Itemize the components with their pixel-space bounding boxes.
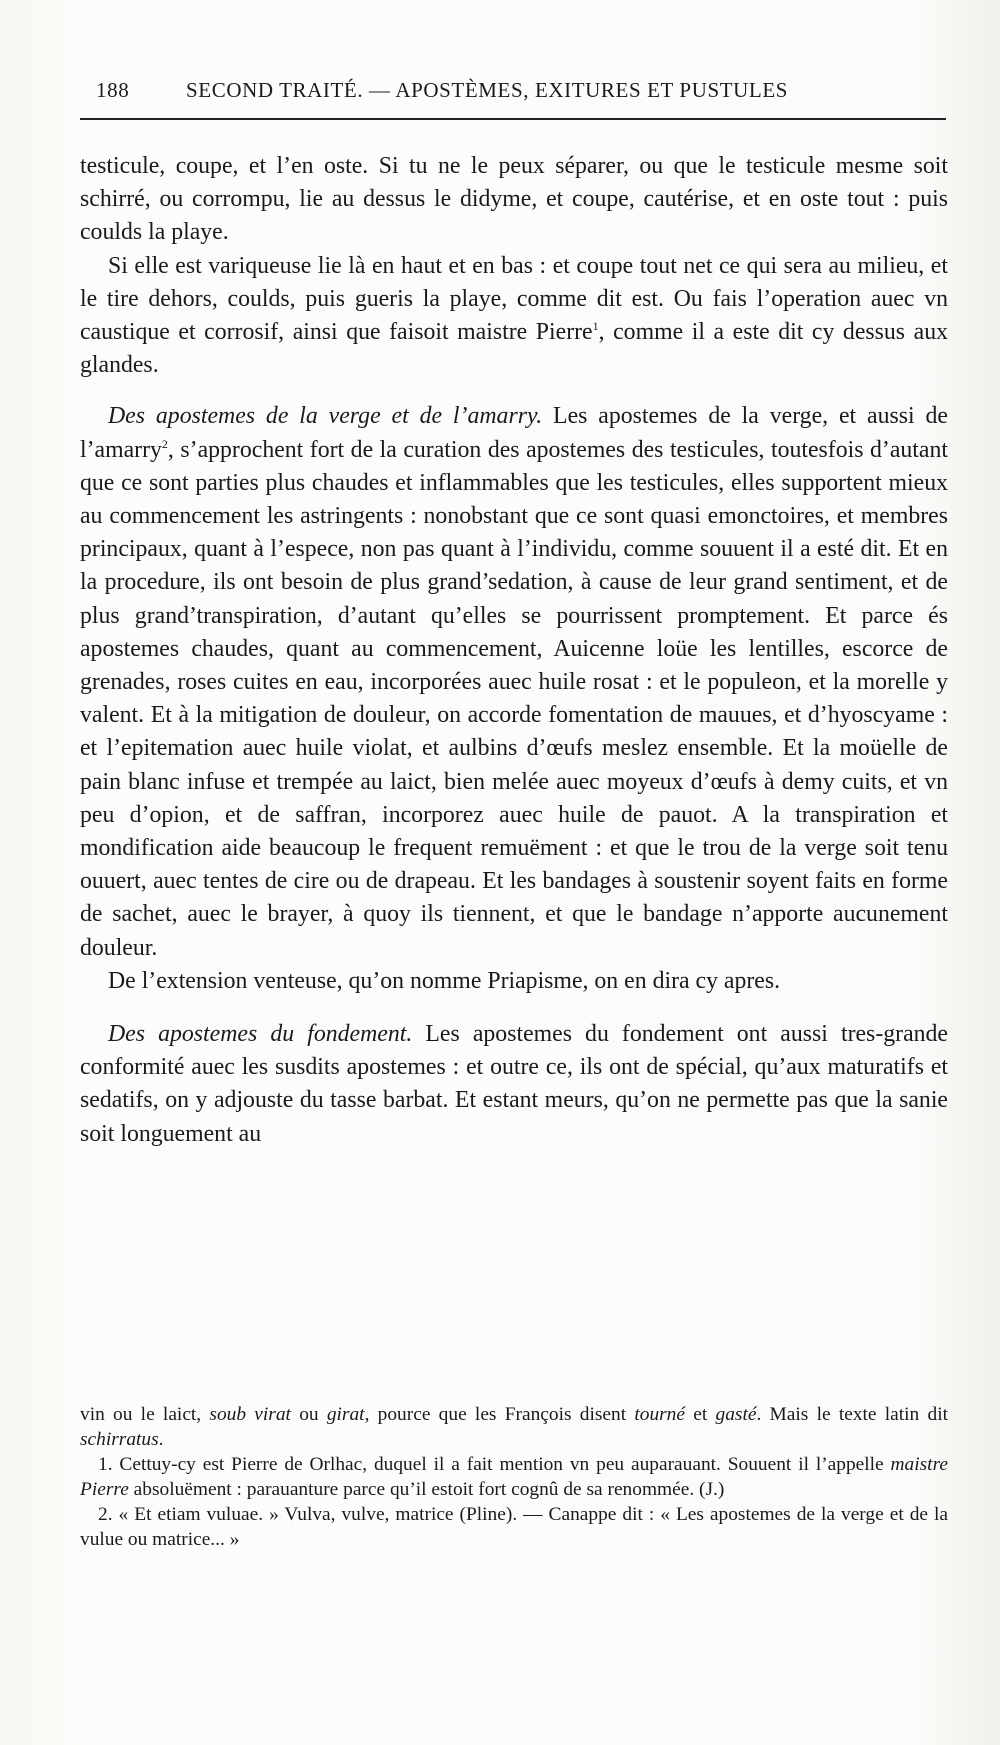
paragraph-2 bbox=[80, 250, 948, 383]
footnote-text: 1. Cettuy-cy est Pierre de Orlhac, duquel il a fait mention vn peu auparauant. Souuent il l’appelle bbox=[98, 1454, 891, 1475]
running-title: SECOND TRAITÉ. — APOSTÈMES, EXITURES ET PUSTULES bbox=[186, 78, 789, 102]
footnote-italic: maistre Pierre bbox=[80, 1454, 948, 1500]
footnote-italic: gasté bbox=[715, 1404, 757, 1425]
footnote-ref-1: 1 bbox=[592, 319, 599, 334]
paragraph-2-text-a: Si elle est variqueuse lie là en haut et en bas : et coupe tout net ce qui sera au milieu, et le tire dehors, coulds, puis gueris la playe, comme dit est. Ou fais l’operation auec vn caustique et corrosif, ainsi que faisoit maistre Pierre bbox=[80, 252, 948, 346]
footnote-1 bbox=[80, 1452, 948, 1502]
section-fondement bbox=[80, 1018, 948, 1151]
footnote-text: . Mais le texte latin dit bbox=[756, 1404, 948, 1425]
footnote-text: , pource que les François disent bbox=[364, 1404, 635, 1425]
section-heading-fondement: Des apostemes du fondement. bbox=[108, 1021, 413, 1048]
footnotes bbox=[80, 1402, 948, 1552]
footnote-text: absoluëment : parauanture parce qu’il estoit fort cognû de sa renommée. (J.) bbox=[128, 1479, 725, 1500]
section-heading-verge: Des apostemes de la verge et de l’amarry. bbox=[108, 403, 543, 430]
footnote-text: ou bbox=[290, 1404, 327, 1425]
footnote-italic: schirratus bbox=[80, 1429, 159, 1450]
header-rule bbox=[80, 118, 946, 120]
section-verge-text-b: , s’approchent fort de la curation des apostemes des testicules, toutesfois d’autant que ce sont parties plus chaudes et inflammables que les testicules, elles supportent mieux au commencement les astringents : nonobstant que ce sont quasi emonctoires, et membres principaux, quant à l’espece, non pas quant à l’individu, comme souuent il a esté dit. Et en la procedure, ils ont besoin de plus grand’sedation, à cause de leur grand sentiment, et de plus grand’transpiration, d’autant qu’elles se pourrissent promptement. Et parce és apostemes chaudes, quant au commencement, Auicenne loüe les lentilles, escorce de grenades, roses cuites en eau, incorporées auec huile rosat : et le populeon, et la morelle y valent. Et à la mitigation de douleur, on accorde fomentation de mauues, et d’hyoscyame : et l’epitemation auec huile violat, et aulbins d’œufs meslez ensemble. Et la moüelle de pain blanc infuse et trempée au laict, bien melée auec moyeux d’œufs à demy cuits, et vn peu d’opion, et de saffran, incorporez auec huile de pauot. A la transpiration et mondification aide beaucoup le frequent remuëment : et que le trou de la verge soit tenu ouuert, auec tentes de cire ou de drapeau. Et les bandages à soustenir soyent faits en forme de sachet, auec le brayer, à quoy ils tiennent, et que le bandage n’apporte aucunement douleur. bbox=[80, 436, 948, 961]
footnote-text: . bbox=[158, 1429, 164, 1450]
main-text bbox=[80, 150, 948, 1151]
section-verge-text-a: Les apostemes de la verge, et aussi de l’amarry bbox=[80, 403, 948, 463]
footnote-italic: soub virat bbox=[209, 1404, 291, 1425]
page-number: 188 bbox=[96, 78, 130, 102]
footnote-italic: tourné bbox=[634, 1404, 685, 1425]
paragraph-1: testicule, coupe, et l’en oste. Si tu ne le peux séparer, ou que le testicule mesme soit schirré, ou corrompu, lie au dessus le didyme, et coupe, cautérise, et en oste tout : puis coulds la playe. bbox=[80, 153, 948, 246]
footnote-continuation bbox=[80, 1402, 948, 1452]
footnote-ref-2: 2 bbox=[161, 436, 168, 451]
section-verge-amarry bbox=[80, 400, 948, 964]
footnote-italic: girat bbox=[326, 1404, 365, 1425]
footnote-2: 2. « Et etiam vuluae. » Vulva, vulve, matrice (Pline). — Canappe dit : « Les apostemes de la verge et de la vulue ou matrice... » bbox=[80, 1504, 948, 1550]
footnote-text: vin ou le laict, bbox=[80, 1404, 210, 1425]
section-fondement-text: Les apostemes du fondement ont aussi tres-grande conformité auec les susdits apostemes : et outre ce, ils ont de spécial, qu’aux maturatifs et sedatifs, on y adjouste du tasse barbat. Et estant meurs, qu’on ne permette pas que la sanie soit longuement au bbox=[80, 1021, 948, 1147]
footnote-text: et bbox=[685, 1404, 716, 1425]
paragraph-priapisme: De l’extension venteuse, qu’on nomme Priapisme, on en dira cy apres. bbox=[108, 967, 781, 994]
paragraph-2-text-b: , comme il a este dit cy dessus aux glandes. bbox=[80, 319, 948, 379]
running-head bbox=[96, 78, 946, 110]
